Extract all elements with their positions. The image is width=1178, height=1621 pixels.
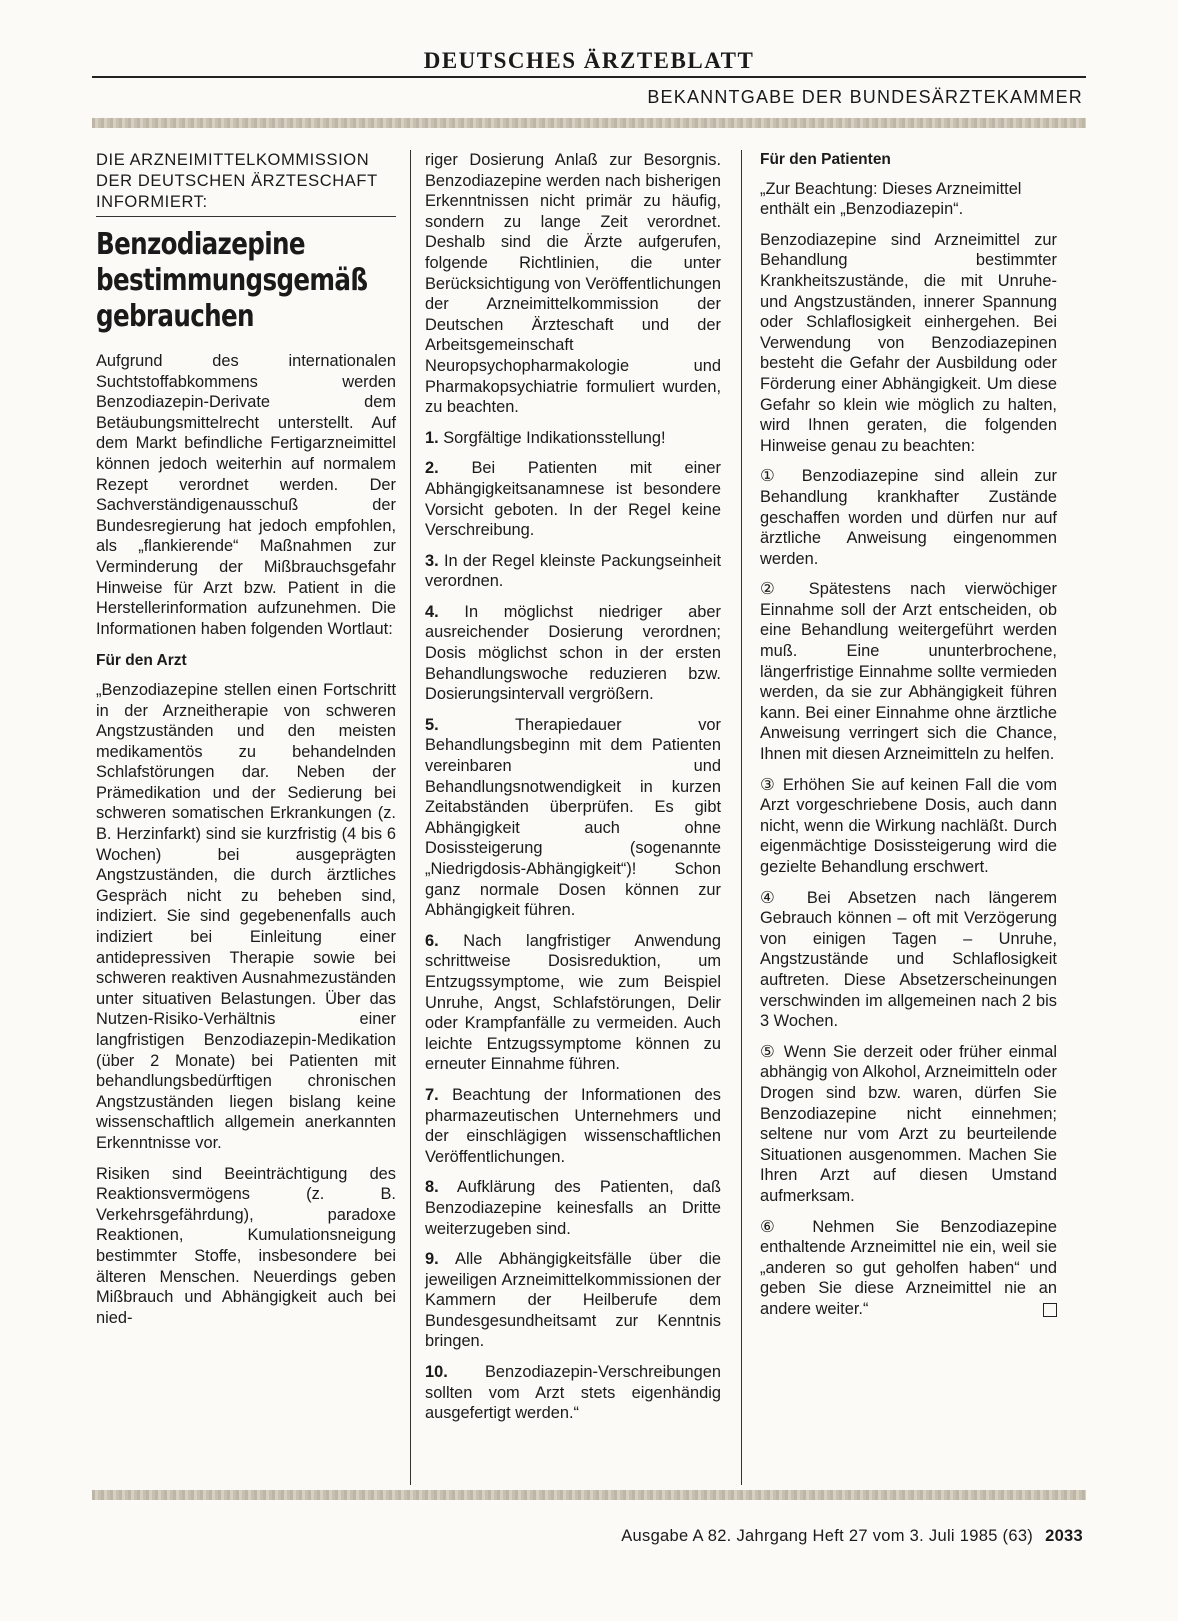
patient-intro: Benzodiazepine sind Arzneimittel zur Behandlung bestimmter Krankheitszustände, die mit Unruhe- und Angstzuständen, innerer Spannung oder Schlaflosigkeit einhergehen. Bei Verwendung von Benzodiazepinen besteht die Gefahr der Ausbildung oder Förderung einer Abhängigkeit. Um diese Gefahr so klein wie möglich zu halten, wird Ihnen geraten, die folgenden Hinweise genau zu beachten: bbox=[760, 230, 1057, 455]
rule-number: 7. bbox=[425, 1085, 439, 1104]
rule-text: Sorgfältige Indikationsstellung! bbox=[443, 428, 666, 447]
rule-item bbox=[425, 458, 721, 540]
column-3 bbox=[760, 150, 1057, 1329]
patient-point bbox=[760, 888, 1057, 1032]
rule-text: Benzodiazepin-Verschreibungen sollten vom Arzt stets eigenhändig ausgefertigt werden.“ bbox=[425, 1363, 721, 1423]
patient-points-list bbox=[760, 466, 1057, 1319]
point-number: ⑥ bbox=[760, 1217, 792, 1236]
doctor-paragraph-2a: Risiken sind Beeinträchtigung des Reaktionsvermögens (z. B. Verkehrsgefährdung), paradoxe Reaktionen, Kumulationsneigung bestimmter Stoffe, insbesondere bei älteren Menschen. Neuerdings geben Mißbrauch und Abhängigkeit auch bei nied- bbox=[96, 1164, 396, 1327]
patient-point bbox=[760, 466, 1057, 569]
rule-text: In der Regel kleinste Packungseinheit verordnen. bbox=[425, 551, 721, 591]
point-number: ⑤ bbox=[760, 1042, 777, 1061]
headline: Benzodiazepine bestimmungsgemäß gebrauchen bbox=[96, 227, 368, 334]
column-divider-1 bbox=[410, 150, 411, 1485]
patient-note: „Zur Beachtung: Dieses Arzneimittel enthält ein „Benzodiazepin“. bbox=[760, 179, 1022, 219]
rule-text: Alle Abhängigkeitsfälle über die jeweiligen Arzneimittelkommissionen der Kammern der Heilberufe dem Bundesgesundheitsamt zur Kenntnis bringen. bbox=[425, 1250, 721, 1351]
patient-point bbox=[760, 1217, 1057, 1320]
footer bbox=[621, 1527, 1083, 1546]
rule-item bbox=[425, 1249, 721, 1352]
rules-list bbox=[425, 428, 721, 1424]
masthead: DEUTSCHES ÄRZTEBLATT bbox=[423, 48, 755, 73]
bottom-band bbox=[92, 1490, 1086, 1500]
rule-number: 6. bbox=[425, 931, 439, 950]
doctor-paragraph-1: „Benzodiazepine stellen einen Fortschritt in der Arzneitherapie von schweren Angstzuständen und den meisten medikamentös zu behandelnden Schlafstörungen dar. Neben der Prämedikation und der Sedierung bei schweren somatischen Erkrankungen (z. B. Herzinfarkt) sind sie kurzfristig (4 bis 6 Wochen) bei ausgeprägten Angstzuständen, die durch ärztliches Gespräch nicht zu beheben sind, indiziert. Sie sind gegebenenfalls auch indiziert bei Einleitung einer antidepressiven Therapie sowie bei schweren reaktiven Ausnahmezuständen unter situativen Belastungen. Über das Nutzen-Risiko-Verhältnis einer langfristigen Benzodiazepin-Medikation (über 2 Monate) bei Patienten mit behandlungsbedürftigen chronischen Angstzuständen liegen bislang keine wissenschaftlich allgemein anerkannten Erkenntnisse vor. bbox=[96, 680, 396, 1152]
rule-number: 9. bbox=[425, 1250, 439, 1269]
rule-item bbox=[425, 1085, 721, 1167]
point-text: Benzodiazepine sind allein zur Behandlung krankhafter Zustände geschaffen worden und dürfen nur auf ärztliche Anweisung eingenommen werden. bbox=[760, 467, 1058, 568]
rule-text: Therapiedauer vor Behandlungsbeginn mit dem Patienten vereinbaren und Behandlungsnotwendigkeit in kurzen Zeitabständen überprüfen. Es gibt Abhängigkeit auch ohne Dosissteigerung (sogenannte „Niedrigdosis-Abhängigkeit“)! Schon ganz normale Dosen können zur Abhängigkeit führen. bbox=[425, 715, 721, 920]
rule-text: In möglichst niedriger aber ausreichender Dosierung verordnen; Dosis möglichst schon in der ersten Behandlungswoche reduzieren bzw. Dosierungsintervall vergrößern. bbox=[425, 602, 721, 704]
column-2 bbox=[425, 150, 721, 1434]
rule-number: 4. bbox=[425, 602, 439, 621]
doctor-heading: Für den Arzt bbox=[96, 652, 187, 670]
point-number: ② bbox=[760, 580, 790, 599]
column-1 bbox=[96, 150, 396, 1338]
patient-point bbox=[760, 579, 1057, 764]
rule-item bbox=[425, 715, 721, 921]
rule-item bbox=[425, 602, 721, 705]
masthead-rule bbox=[92, 76, 1086, 78]
patient-heading: Für den Patienten bbox=[760, 151, 891, 168]
section-label: BEKANNTGABE DER BUNDESÄRZTEKAMMER bbox=[647, 87, 1083, 107]
end-mark-icon bbox=[1043, 1303, 1057, 1317]
rule-text: Nach langfristiger Anwendung schrittweise Dosisreduktion, um Entzugssymptome, wie zum Beispiel Unruhe, Angst, Schlafstörungen, Delir oder Krampfanfälle zu vermeiden. Auch leichte Entzugssymptome können zu erneuter Einnahme führen. bbox=[425, 931, 721, 1074]
doctor-paragraph-2b: riger Dosierung Anlaß zur Besorgnis. Benzodiazepine werden nach bisherigen Erkenntnissen nicht primär zu häufig, sondern zu lange Zeit verordnet. Deshalb sind die Ärzte aufgerufen, folgende Richtlinien, die unter Berücksichtigung von Veröffentlichungen der Arzneimittelkommission der Deutschen Ärzteschaft und der Arbeitsgemeinschaft Neuropsychopharmakologie und Pharmakopsychiatrie formuliert wurden, zu beachten. bbox=[425, 151, 721, 417]
point-text: Nehmen Sie Benzodiazepine enthaltende Arzneimittel nie ein, weil sie „anderen so gut geholfen haben“ und geben Sie diese Arzneimittel nie an andere weiter.“ bbox=[760, 1217, 1057, 1318]
rule-item bbox=[425, 1362, 721, 1424]
rule-item bbox=[425, 931, 721, 1075]
point-text: Bei Absetzen nach längerem Gebrauch können – oft mit Verzögerung von einigen Tagen – Unruhe, Angstzustände und Schlaflosigkeit auftreten. Diese Absetzerscheinungen verschwinden im allgemeinen nach 2 bis 3 Wochen. bbox=[760, 888, 1057, 1031]
point-text: Wenn Sie derzeit oder früher einmal abhängig von Alkohol, Arzneimitteln oder Drogen sind bzw. waren, dürfen Sie Benzodiazepine nicht einnehmen; seltene nur vom Arzt zu beurteilende Situationen ausgenommen. Machen Sie Ihren Arzt auf diesen Umstand aufmerksam. bbox=[760, 1042, 1057, 1205]
point-number: ① bbox=[760, 467, 786, 486]
rule-text: Aufklärung des Patienten, daß Benzodiazepine keinesfalls an Dritte weiterzugeben sind. bbox=[425, 1178, 721, 1238]
rule-number: 5. bbox=[425, 715, 439, 734]
point-text: Erhöhen Sie auf keinen Fall die vom Arzt vorgeschriebene Dosis, auch dann nicht, wenn die Wirkung nachläßt. Durch eigenmächtige Dosissteigerung wird die gezielte Behandlung erschwert. bbox=[760, 775, 1057, 876]
point-number: ④ bbox=[760, 888, 789, 907]
top-band bbox=[92, 118, 1086, 128]
rule-item bbox=[425, 551, 721, 592]
rule-number: 2. bbox=[425, 459, 439, 478]
intro-paragraph: Aufgrund des internationalen Suchtstoffabkommens werden Benzodiazepin-Derivate dem Betäubungsmittelrecht unterstellt. Auf dem Markt befindliche Fertigarzneimittel können jedoch weiterhin auf normalem Rezept verordnet werden. Der Sachverständigenausschuß der Bundesregierung hat jedoch empfohlen, als „flankierende“ Maßnahmen zur Verminderung der Mißbrauchsgefahr Hinweise für Arzt bzw. Patient in die Herstellerinformation aufzunehmen. Die Informationen haben folgenden Wortlaut: bbox=[96, 352, 396, 638]
kicker: DIE ARZNEIMITTELKOMMISSION DER DEUTSCHEN ÄRZTESCHAFT INFORMIERT: bbox=[96, 150, 396, 217]
patient-point bbox=[760, 1042, 1057, 1207]
point-text: Spätestens nach vierwöchiger Einnahme soll der Arzt entscheiden, ob eine Behandlung weitergeführt werden muß. Eine ununterbrochene, längerfristige Einnahme sollte vermieden werden, da sie zur Abhängigkeit führen kann. Bei einer Einnahme ohne ärztliche Anweisung verringert sich die Chance, Ihnen mit diesen Arzneimitteln zu helfen. bbox=[760, 580, 1057, 764]
rule-text: Beachtung der Informationen des pharmazeutischen Unternehmers und der einschlägigen wissenschaftlichen Veröffentlichungen. bbox=[425, 1085, 721, 1166]
rule-text: Bei Patienten mit einer Abhängigkeitsanamnese ist besondere Vorsicht geboten. In der Regel keine Verschreibung. bbox=[425, 459, 721, 540]
page-number: 2033 bbox=[1045, 1527, 1083, 1545]
rule-number: 8. bbox=[425, 1178, 439, 1197]
rule-number: 1. bbox=[425, 428, 439, 447]
patient-point bbox=[760, 775, 1057, 878]
point-number: ③ bbox=[760, 775, 777, 794]
rule-item bbox=[425, 428, 721, 449]
column-divider-2 bbox=[741, 150, 742, 1485]
rule-item bbox=[425, 1177, 721, 1239]
rule-number: 10. bbox=[425, 1363, 448, 1382]
rule-number: 3. bbox=[425, 551, 439, 570]
issue-info: Ausgabe A 82. Jahrgang Heft 27 vom 3. Juli 1985 (63) bbox=[621, 1527, 1034, 1545]
